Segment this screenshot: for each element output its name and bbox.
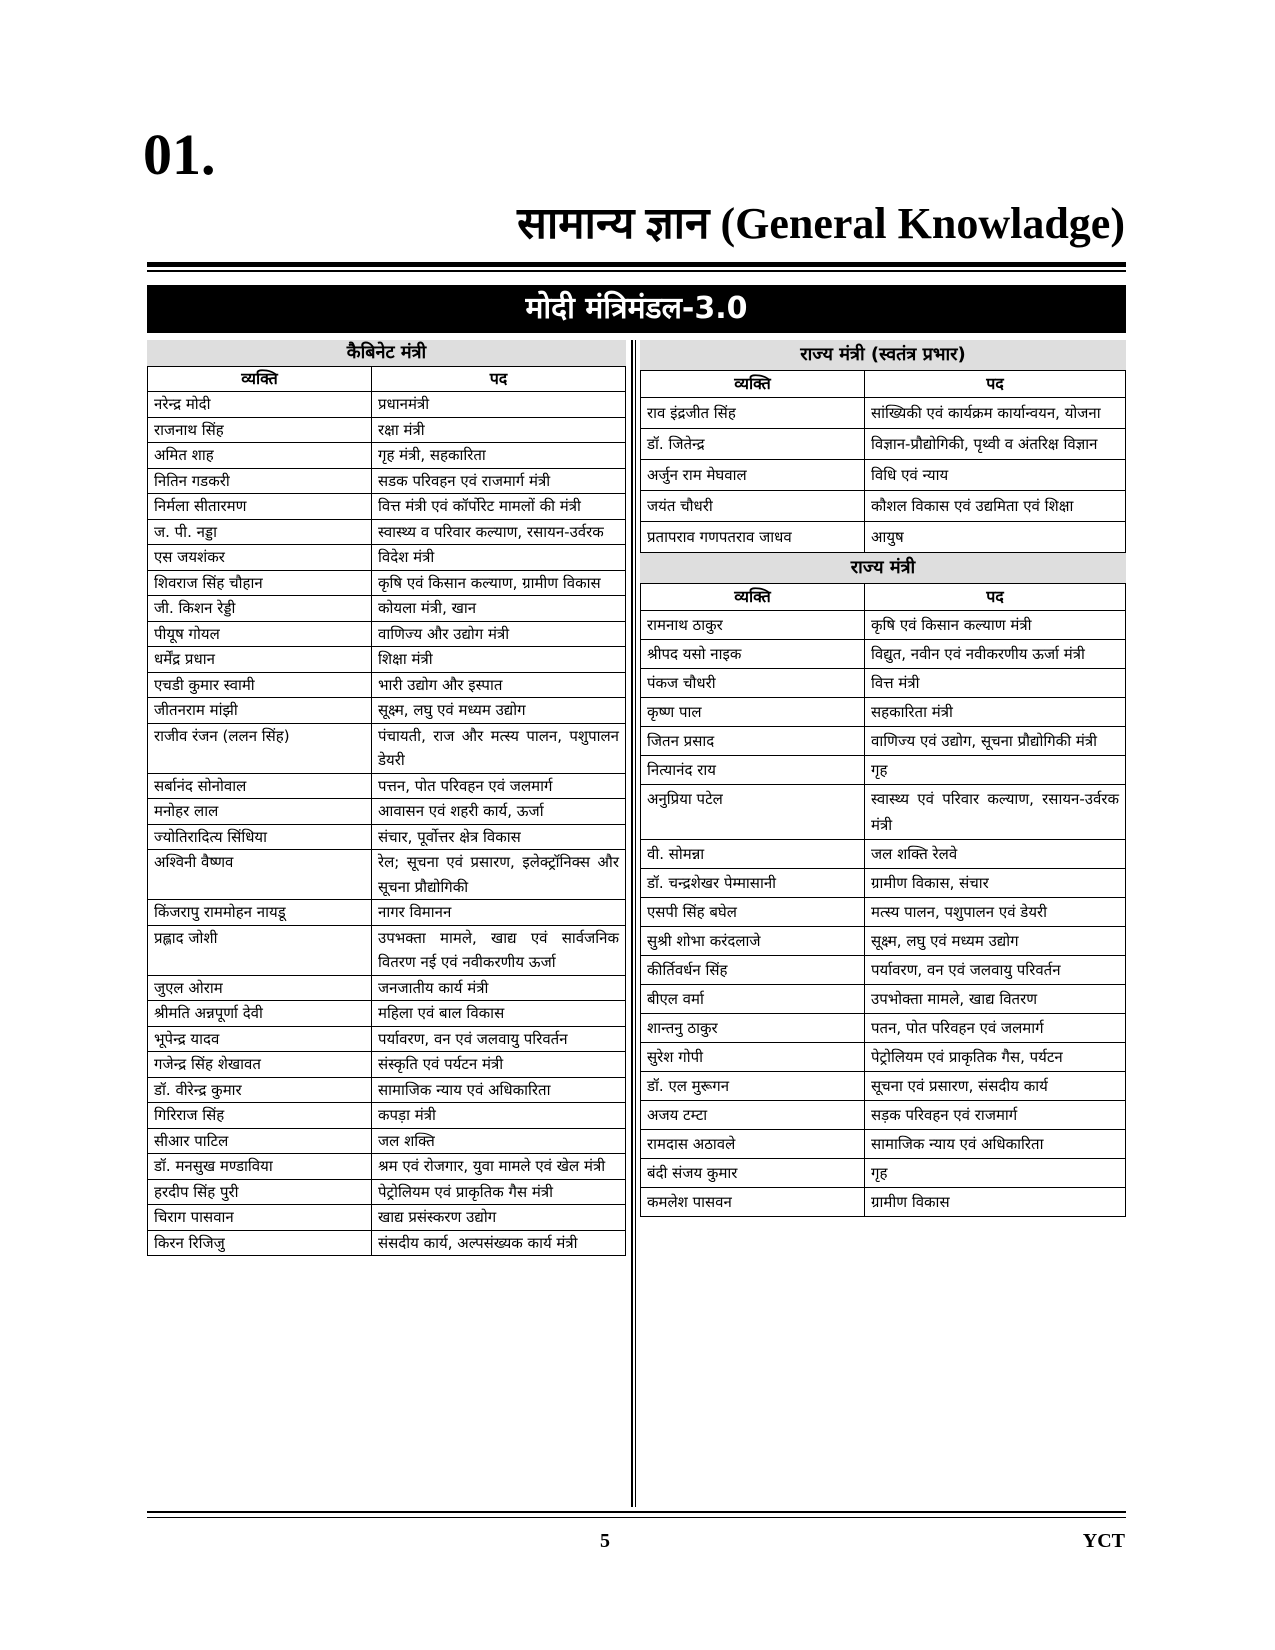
post-cell: सड़क परिवहन एवं राजमार्ग: [865, 1101, 1126, 1130]
person-name-cell: अनुप्रिया पटेल: [641, 785, 865, 840]
publisher-label: YCT: [1082, 1530, 1125, 1552]
table-row: [641, 1159, 1126, 1188]
person-name-cell: सीआर पाटिल: [148, 1128, 372, 1154]
post-cell: विदेश मंत्री: [372, 545, 626, 571]
independent-rows: [641, 398, 1126, 553]
post-cell: शिक्षा मंत्री: [372, 647, 626, 673]
person-name-cell: डॉ. चन्द्रशेखर पेम्मासानी: [641, 869, 865, 898]
person-name-cell: जितन प्रसाद: [641, 727, 865, 756]
table-row: [148, 1103, 626, 1129]
table-row: [641, 927, 1126, 956]
column-divider: [631, 340, 633, 1507]
title-rule-thin: [147, 270, 1126, 272]
table-row: [641, 727, 1126, 756]
person-name-cell: नितिन गडकरी: [148, 468, 372, 494]
post-cell: ग्रामीण विकास, संचार: [865, 869, 1126, 898]
post-cell: उपभोक्ता मामले, खाद्य वितरण: [865, 985, 1126, 1014]
state-table: [640, 583, 1126, 1217]
person-name-cell: ज्योतिरादित्य सिंधिया: [148, 824, 372, 850]
post-cell: पत्तन, पोत परिवहन एवं जलमार्ग: [372, 773, 626, 799]
table-row: [148, 468, 626, 494]
table-header-row: [641, 584, 1126, 611]
person-name-cell: शिवराज सिंह चौहान: [148, 570, 372, 596]
table-row: [148, 1026, 626, 1052]
post-cell: जनजातीय कार्य मंत्री: [372, 975, 626, 1001]
table-row: [148, 900, 626, 926]
cabinet-table: [147, 366, 626, 1256]
post-cell: वित्त मंत्री एवं कॉर्पोरेट मामलों की मंत्री: [372, 494, 626, 520]
post-cell: वाणिज्य एवं उद्योग, सूचना प्रौद्योगिकी मंत्री: [865, 727, 1126, 756]
post-cell: महिला एवं बाल विकास: [372, 1001, 626, 1027]
table-row: [148, 773, 626, 799]
person-name-cell: रामनाथ ठाकुर: [641, 611, 865, 640]
post-cell: सूक्ष्म, लघु एवं मध्यम उद्योग: [865, 927, 1126, 956]
post-cell: पंचायती, राज और मत्स्य पालन, पशुपालन डेयरी: [372, 723, 626, 773]
post-cell: पतन, पोत परिवहन एवं जलमार्ग: [865, 1014, 1126, 1043]
post-cell: ग्रामीण विकास: [865, 1188, 1126, 1217]
table-row: [148, 723, 626, 773]
post-cell: सडक परिवहन एवं राजमार्ग मंत्री: [372, 468, 626, 494]
table-row: [148, 1179, 626, 1205]
person-name-cell: राजनाथ सिंह: [148, 417, 372, 443]
person-name-cell: एस जयशंकर: [148, 545, 372, 571]
table-row: [148, 621, 626, 647]
table-row: [641, 898, 1126, 927]
column-header-person: व्यक्ति: [641, 371, 865, 398]
table-row: [148, 417, 626, 443]
person-name-cell: किरन रिजिजु: [148, 1230, 372, 1256]
person-name-cell: एसपी सिंह बघेल: [641, 898, 865, 927]
post-cell: कृषि एवं किसान कल्याण मंत्री: [865, 611, 1126, 640]
person-name-cell: डॉ. वीरेन्द्र कुमार: [148, 1077, 372, 1103]
person-name-cell: श्रीपद यसो नाइक: [641, 640, 865, 669]
table-row: [641, 985, 1126, 1014]
table-row: [641, 1101, 1126, 1130]
table-header-row: [641, 371, 1126, 398]
person-name-cell: जयंत चौधरी: [641, 491, 865, 522]
post-cell: विधि एवं न्याय: [865, 460, 1126, 491]
table-row: [641, 698, 1126, 727]
person-name-cell: अश्विनी वैष्णव: [148, 850, 372, 900]
table-row: [148, 672, 626, 698]
post-cell: आयुष: [865, 522, 1126, 553]
post-cell: जल शक्ति रेलवे: [865, 840, 1126, 869]
post-cell: आवासन एवं शहरी कार्य, ऊर्जा: [372, 799, 626, 825]
table-row: [641, 491, 1126, 522]
table-row: [148, 1001, 626, 1027]
column-header-post: पद: [372, 367, 626, 392]
person-name-cell: जुएल ओराम: [148, 975, 372, 1001]
person-name-cell: कमलेश पासवन: [641, 1188, 865, 1217]
post-cell: मत्स्य पालन, पशुपालन एवं डेयरी: [865, 898, 1126, 927]
table-row: [641, 460, 1126, 491]
state-rows: [641, 611, 1126, 1217]
post-cell: नागर विमानन: [372, 900, 626, 926]
post-cell: भारी उद्योग और इस्पात: [372, 672, 626, 698]
person-name-cell: शान्तनु ठाकुर: [641, 1014, 865, 1043]
post-cell: रक्षा मंत्री: [372, 417, 626, 443]
post-cell: पर्यावरण, वन एवं जलवायु परिवर्तन: [372, 1026, 626, 1052]
person-name-cell: राव इंद्रजीत सिंह: [641, 398, 865, 429]
post-cell: उपभक्ता मामले, खाद्य एवं सार्वजनिक वितरण नई एवं नवीकरणीय ऊर्जा: [372, 925, 626, 975]
person-name-cell: कीर्तिवर्धन सिंह: [641, 956, 865, 985]
person-name-cell: नरेन्द्र मोदी: [148, 392, 372, 418]
post-cell: संस्कृति एवं पर्यटन मंत्री: [372, 1052, 626, 1078]
person-name-cell: गिरिराज सिंह: [148, 1103, 372, 1129]
table-row: [148, 698, 626, 724]
post-cell: पेट्रोलियम एवं प्राकृतिक गैस, पर्यटन: [865, 1043, 1126, 1072]
table-row: [148, 1205, 626, 1231]
post-cell: कोयला मंत्री, खान: [372, 596, 626, 622]
footer-rule: [147, 1511, 1126, 1513]
post-cell: गृह: [865, 1159, 1126, 1188]
person-name-cell: भूपेन्द्र यादव: [148, 1026, 372, 1052]
person-name-cell: एचडी कुमार स्वामी: [148, 672, 372, 698]
post-cell: रेल; सूचना एवं प्रसारण, इलेक्ट्रॉनिक्स और सूचना प्रौद्योगिकी: [372, 850, 626, 900]
person-name-cell: जीतनराम मांझी: [148, 698, 372, 724]
person-name-cell: मनोहर लाल: [148, 799, 372, 825]
table-row: [148, 1052, 626, 1078]
post-cell: संसदीय कार्य, अल्पसंख्यक कार्य मंत्री: [372, 1230, 626, 1256]
cabinet-heading: कैबिनेट मंत्री: [147, 340, 626, 366]
table-row: [148, 443, 626, 469]
person-name-cell: सर्बानंद सोनोवाल: [148, 773, 372, 799]
person-name-cell: ज. पी. नड्डा: [148, 519, 372, 545]
chapter-number: 01.: [143, 122, 216, 187]
post-cell: श्रम एवं रोजगार, युवा मामले एवं खेल मंत्री: [372, 1154, 626, 1180]
person-name-cell: धर्मेंद्र प्रधान: [148, 647, 372, 673]
person-name-cell: पंकज चौधरी: [641, 669, 865, 698]
chapter-title: सामान्य ज्ञान (General Knowladge): [517, 199, 1125, 248]
cabinet-rows: [148, 392, 626, 1256]
person-name-cell: पीयूष गोयल: [148, 621, 372, 647]
table-row: [148, 1230, 626, 1256]
state-ministers-column: [640, 340, 1126, 1217]
table-row: [641, 522, 1126, 553]
independent-table: [640, 370, 1126, 553]
post-cell: वित्त मंत्री: [865, 669, 1126, 698]
table-row: [641, 1014, 1126, 1043]
cabinet-column: [147, 340, 626, 1256]
table-row: [641, 1072, 1126, 1101]
post-cell: वाणिज्य और उद्योग मंत्री: [372, 621, 626, 647]
post-cell: प्रधानमंत्री: [372, 392, 626, 418]
table-row: [641, 785, 1126, 840]
post-cell: सूक्ष्म, लघु एवं मध्यम उद्योग: [372, 698, 626, 724]
person-name-cell: बंदी संजय कुमार: [641, 1159, 865, 1188]
person-name-cell: बीएल वर्मा: [641, 985, 865, 1014]
table-row: [148, 925, 626, 975]
post-cell: संचार, पूर्वोत्तर क्षेत्र विकास: [372, 824, 626, 850]
post-cell: गृह मंत्री, सहकारिता: [372, 443, 626, 469]
table-row: [148, 647, 626, 673]
person-name-cell: प्रह्लाद जोशी: [148, 925, 372, 975]
post-cell: स्वास्थ्य एवं परिवार कल्याण, रसायन-उर्वरक मंत्री: [865, 785, 1126, 840]
post-cell: कृषि एवं किसान कल्याण, ग्रामीण विकास: [372, 570, 626, 596]
person-name-cell: नित्यानंद राय: [641, 756, 865, 785]
person-name-cell: हरदीप सिंह पुरी: [148, 1179, 372, 1205]
table-row: [148, 545, 626, 571]
table-row: [148, 392, 626, 418]
post-cell: सहकारिता मंत्री: [865, 698, 1126, 727]
section-banner: मोदी मंत्रिमंडल-3.0: [147, 285, 1126, 333]
table-row: [641, 1188, 1126, 1217]
table-row: [641, 398, 1126, 429]
person-name-cell: डॉ. मनसुख मण्डाविया: [148, 1154, 372, 1180]
title-rule: [147, 262, 1126, 267]
table-row: [148, 1154, 626, 1180]
page-number: 5: [600, 1530, 610, 1552]
column-header-post: पद: [865, 584, 1126, 611]
person-name-cell: किंजरापु राममोहन नायडू: [148, 900, 372, 926]
table-row: [148, 1077, 626, 1103]
table-row: [641, 429, 1126, 460]
table-row: [148, 570, 626, 596]
person-name-cell: गजेन्द्र सिंह शेखावत: [148, 1052, 372, 1078]
column-header-person: व्यक्ति: [641, 584, 865, 611]
person-name-cell: रामदास अठावले: [641, 1130, 865, 1159]
post-cell: पेट्रोलियम एवं प्राकृतिक गैस मंत्री: [372, 1179, 626, 1205]
table-row: [641, 1130, 1126, 1159]
person-name-cell: वी. सोमन्ना: [641, 840, 865, 869]
post-cell: विज्ञान-प्रौद्योगिकी, पृथ्वी व अंतरिक्ष विज्ञान: [865, 429, 1126, 460]
person-name-cell: श्रीमति अन्नपूर्णा देवी: [148, 1001, 372, 1027]
footer-rule-thin: [147, 1517, 1126, 1518]
person-name-cell: अर्जुन राम मेघवाल: [641, 460, 865, 491]
table-row: [641, 840, 1126, 869]
person-name-cell: जी. किशन रेड्डी: [148, 596, 372, 622]
table-row: [641, 1043, 1126, 1072]
person-name-cell: चिराग पासवान: [148, 1205, 372, 1231]
person-name-cell: प्रतापराव गणपतराव जाधव: [641, 522, 865, 553]
post-cell: पर्यावरण, वन एवं जलवायु परिवर्तन: [865, 956, 1126, 985]
person-name-cell: डॉ. एल मुरूगन: [641, 1072, 865, 1101]
table-row: [148, 1128, 626, 1154]
post-cell: सामाजिक न्याय एवं अधिकारिता: [865, 1130, 1126, 1159]
post-cell: कपड़ा मंत्री: [372, 1103, 626, 1129]
independent-heading: राज्य मंत्री (स्वतंत्र प्रभार): [640, 340, 1126, 370]
table-row: [148, 494, 626, 520]
post-cell: सामाजिक न्याय एवं अधिकारिता: [372, 1077, 626, 1103]
table-row: [148, 596, 626, 622]
person-name-cell: राजीव रंजन (ललन सिंह): [148, 723, 372, 773]
person-name-cell: अजय टम्टा: [641, 1101, 865, 1130]
table-header-row: [148, 367, 626, 392]
column-header-post: पद: [865, 371, 1126, 398]
table-row: [148, 519, 626, 545]
person-name-cell: सुरेश गोपी: [641, 1043, 865, 1072]
post-cell: कौशल विकास एवं उद्यमिता एवं शिक्षा: [865, 491, 1126, 522]
table-row: [641, 869, 1126, 898]
column-divider-thin: [635, 340, 636, 1507]
person-name-cell: निर्मला सीतारमण: [148, 494, 372, 520]
post-cell: जल शक्ति: [372, 1128, 626, 1154]
post-cell: गृह: [865, 756, 1126, 785]
table-row: [148, 799, 626, 825]
person-name-cell: सुश्री शोभा करंदलाजे: [641, 927, 865, 956]
post-cell: विद्युत, नवीन एवं नवीकरणीय ऊर्जा मंत्री: [865, 640, 1126, 669]
table-row: [641, 956, 1126, 985]
table-row: [148, 850, 626, 900]
person-name-cell: डॉ. जितेन्द्र: [641, 429, 865, 460]
post-cell: सूचना एवं प्रसारण, संसदीय कार्य: [865, 1072, 1126, 1101]
post-cell: खाद्य प्रसंस्करण उद्योग: [372, 1205, 626, 1231]
column-header-person: व्यक्ति: [148, 367, 372, 392]
post-cell: सांख्यिकी एवं कार्यक्रम कार्यान्वयन, योजना: [865, 398, 1126, 429]
table-row: [641, 611, 1126, 640]
state-heading: राज्य मंत्री: [640, 553, 1126, 583]
table-row: [641, 640, 1126, 669]
person-name-cell: अमित शाह: [148, 443, 372, 469]
table-row: [148, 975, 626, 1001]
table-row: [148, 824, 626, 850]
table-row: [641, 756, 1126, 785]
person-name-cell: कृष्ण पाल: [641, 698, 865, 727]
table-row: [641, 669, 1126, 698]
post-cell: स्वास्थ्य व परिवार कल्याण, रसायन-उर्वरक: [372, 519, 626, 545]
